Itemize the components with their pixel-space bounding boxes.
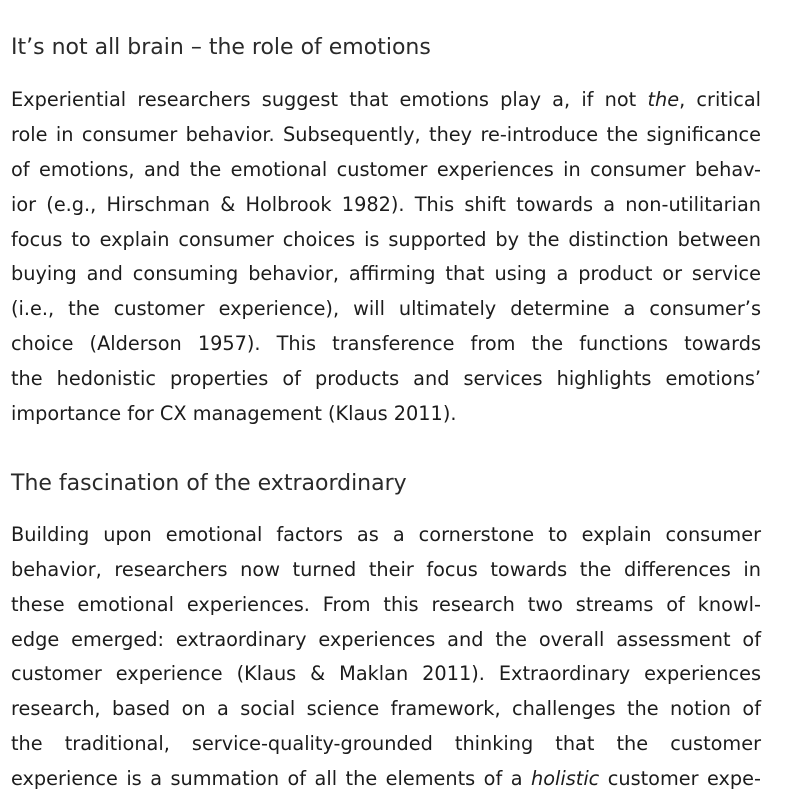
text-segment: the hedonistic properties of products and services highlights emotions’ — [11, 367, 761, 391]
text-line — [11, 553, 761, 588]
text-segment: choice (Alderson 1957). This transference from the functions towards — [11, 332, 761, 356]
text-segment: Experiential researchers suggest that emotions play a, if not — [11, 88, 648, 111]
section-heading-emotions: It’s not all brain – the role of emotions — [11, 35, 431, 60]
text-segment: edge emerged: extraordinary experiences and the overall assessment of — [11, 627, 761, 651]
text-line — [11, 327, 761, 362]
text-segment: ior (e.g., Hirschman & Holbrook 1982). This shift towards a non-utilitarian — [11, 192, 761, 216]
text-line — [11, 153, 761, 188]
text-segment: customer experience (Klaus & Maklan 2011). Extraordinary experiences — [11, 662, 761, 686]
text-segment: of emotions, and the emotional customer experiences in consumer behav- — [11, 157, 761, 181]
paragraph-emotions — [11, 83, 761, 432]
text-line — [11, 362, 761, 397]
text-line — [11, 623, 761, 658]
section-heading-extraordinary: The fascination of the extraordinary — [11, 470, 407, 496]
text-line — [11, 223, 761, 258]
text-segment: buying and consuming behavior, affirming that using a product or service — [11, 262, 761, 286]
text-segment: (i.e., the customer experience), will ultimately determine a consumer’s — [11, 297, 761, 321]
text-segment: experience is a summation of all the elements of a — [11, 767, 531, 791]
paragraph-extraordinary — [11, 518, 761, 797]
document-page — [11, 28, 761, 797]
text-segment: Building upon emotional factors as a cornerstone to explain consumer — [11, 522, 761, 546]
text-line — [11, 188, 761, 223]
text-segment: behavior, researchers now turned their focus towards the differences in — [11, 557, 761, 581]
text-line — [11, 257, 761, 292]
text-line — [11, 762, 761, 797]
text-line — [11, 657, 761, 692]
text-segment: focus to explain consumer choices is supported by the distinction between — [11, 227, 761, 251]
text-segment: role in consumer behavior. Subsequently, they re-introduce the significance — [11, 122, 761, 146]
text-line — [11, 518, 761, 553]
emphasis-text: the — [647, 88, 680, 111]
text-segment: , critical — [679, 88, 761, 111]
text-line — [11, 292, 761, 327]
text-line — [11, 83, 761, 118]
text-line — [11, 397, 761, 432]
text-segment: research, based on a social science framework, challenges the notion of — [11, 697, 761, 721]
text-line — [11, 692, 761, 727]
text-line — [11, 588, 761, 623]
text-segment: importance for CX management (Klaus 2011). — [11, 402, 457, 426]
text-line — [11, 118, 761, 153]
text-segment: these emotional experiences. From this research two streams of knowl- — [11, 592, 761, 616]
text-segment: the traditional, service-quality-grounded thinking that the customer — [11, 732, 761, 756]
emphasis-text: holistic — [530, 767, 600, 791]
text-line — [11, 727, 761, 762]
text-segment: customer expe- — [599, 767, 761, 791]
